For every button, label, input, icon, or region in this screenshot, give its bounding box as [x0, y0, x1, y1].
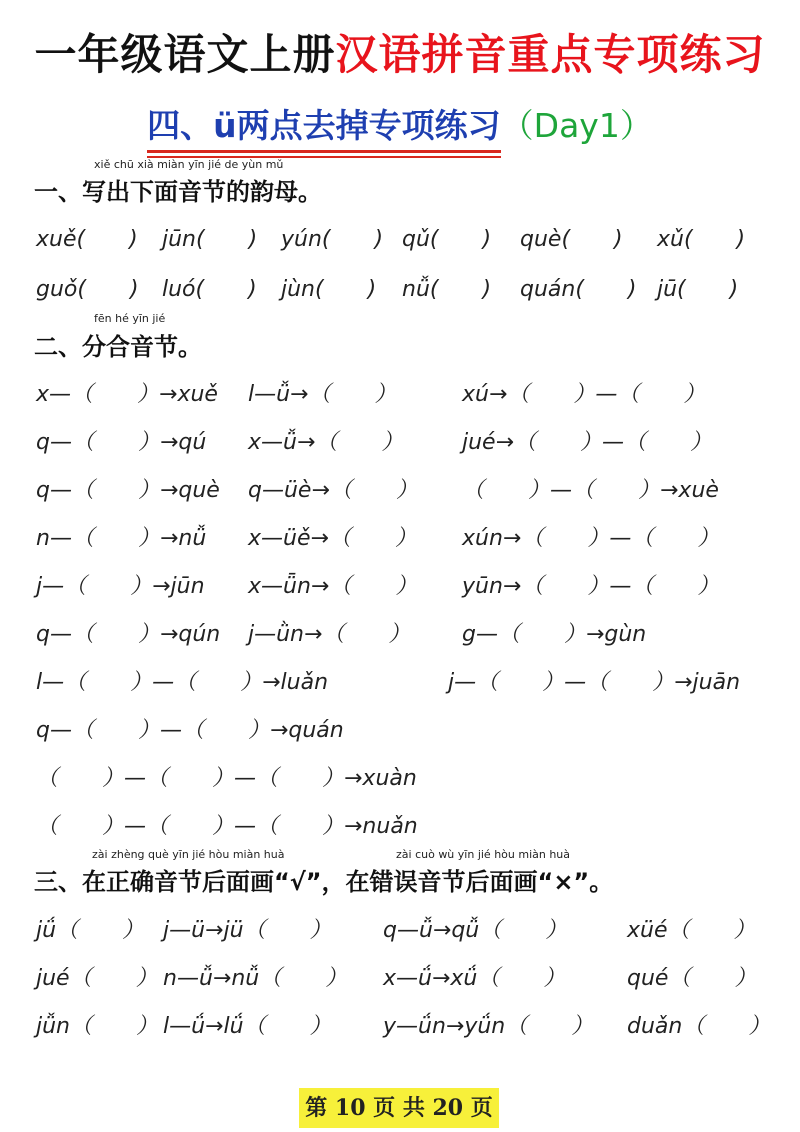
s2-item: q—üè→（ ）: [248, 478, 418, 503]
s2-item: l—（ ）—（ ）→luǎn: [36, 670, 329, 695]
section3-heading: 三、在正确音节后面画“√”，在错误音节后面画“×”。: [34, 868, 614, 896]
subtitle-day: （Day1）: [500, 106, 653, 145]
s2-item: l—ǚ→（ ）: [248, 382, 397, 407]
s2-item: x—ǖn→（ ）: [248, 574, 418, 599]
s3-item: jǘ（ ）: [36, 918, 145, 943]
s2-item: n—（ ）→nǚ: [36, 526, 207, 551]
s1-item: què( ): [520, 227, 623, 252]
s1-item: qǔ( ): [402, 227, 492, 252]
s2-item: （ ）—（ ）→xuè: [462, 478, 719, 503]
s2-item: （ ）—（ ）—（ ）→xuàn: [36, 766, 417, 791]
s2-item: x—（ ）→xuě: [36, 382, 218, 407]
page-title: [0, 22, 800, 82]
s3-item: x—ǘ→xǘ（ ）: [383, 966, 566, 991]
title-part-black: 一年级语文上册: [34, 30, 336, 79]
s2-item: （ ）—（ ）—（ ）→nuǎn: [36, 814, 418, 839]
s1-item: xuě( ): [36, 227, 138, 252]
s1-item: jùn( ): [281, 277, 377, 302]
s2-item: xún→（ ）—（ ）: [462, 526, 720, 551]
s3-item: q—ǚ→qǚ（ ）: [383, 918, 568, 943]
s2-item: g—（ ）→gùn: [462, 622, 647, 647]
s1-item: xǔ( ): [657, 227, 746, 252]
s3-item: l—ǘ→lǘ（ ）: [163, 1014, 332, 1039]
s2-item: q—（ ）→qú: [36, 430, 207, 455]
s2-item: j—（ ）→jūn: [36, 574, 205, 599]
section3-pinyin-left: zài zhèng què yīn jié hòu miàn huà: [92, 848, 285, 861]
s2-item: x—üě→（ ）: [248, 526, 417, 551]
page-number-badge: 第 10 页 共 20 页: [299, 1088, 499, 1128]
title-part-red: 汉语拼音重点专项练习: [335, 30, 766, 79]
s2-item: xú→（ ）—（ ）: [462, 382, 706, 407]
subtitle: [0, 100, 800, 147]
s3-item: jǚn（ ）: [36, 1014, 158, 1039]
s2-item: j—ǜn→（ ）: [248, 622, 411, 647]
section3-pinyin-right: zài cuò wù yīn jié hòu miàn huà: [396, 848, 571, 861]
s1-item: guǒ( ): [36, 277, 139, 302]
subtitle-main: 四、ü两点去掉专项练习: [147, 106, 501, 145]
s1-item: quán( ): [520, 277, 637, 302]
s2-item: q—（ ）—（ ）→quán: [36, 718, 344, 743]
s1-item: yún( ): [281, 227, 384, 252]
s3-item: qué（ ）: [627, 966, 757, 991]
s3-item: xüé（ ）: [627, 918, 756, 943]
s3-item: y—ǘn→yǘn（ ）: [383, 1014, 594, 1039]
s1-item: nǚ( ): [402, 277, 492, 302]
s3-item: j—ü→jü（ ）: [163, 918, 332, 943]
s3-item: n—ǚ→nǚ（ ）: [163, 966, 348, 991]
s3-item: jué（ ）: [36, 966, 158, 991]
s3-item: duǎn（ ）: [627, 1014, 771, 1039]
s2-item: q—（ ）→qún: [36, 622, 221, 647]
s2-item: yūn→（ ）—（ ）: [462, 574, 720, 599]
s2-item: j—（ ）—（ ）→juān: [448, 670, 741, 695]
section2-pinyin: fēn hé yīn jié: [94, 312, 166, 325]
s2-item: x—ǚ→（ ）: [248, 430, 404, 455]
section2-heading: 二、分合音节。: [34, 333, 202, 361]
s1-item: luó( ): [162, 277, 257, 302]
s1-item: jūn( ): [162, 227, 258, 252]
s1-item: jū( ): [657, 277, 739, 302]
section1-pinyin: xiě chū xià miàn yīn jié de yùn mǔ: [94, 158, 284, 171]
section1-heading: 一、写出下面音节的韵母。: [34, 178, 322, 206]
s2-item: jué→（ ）—（ ）: [462, 430, 713, 455]
s2-item: q—（ ）→què: [36, 478, 220, 503]
